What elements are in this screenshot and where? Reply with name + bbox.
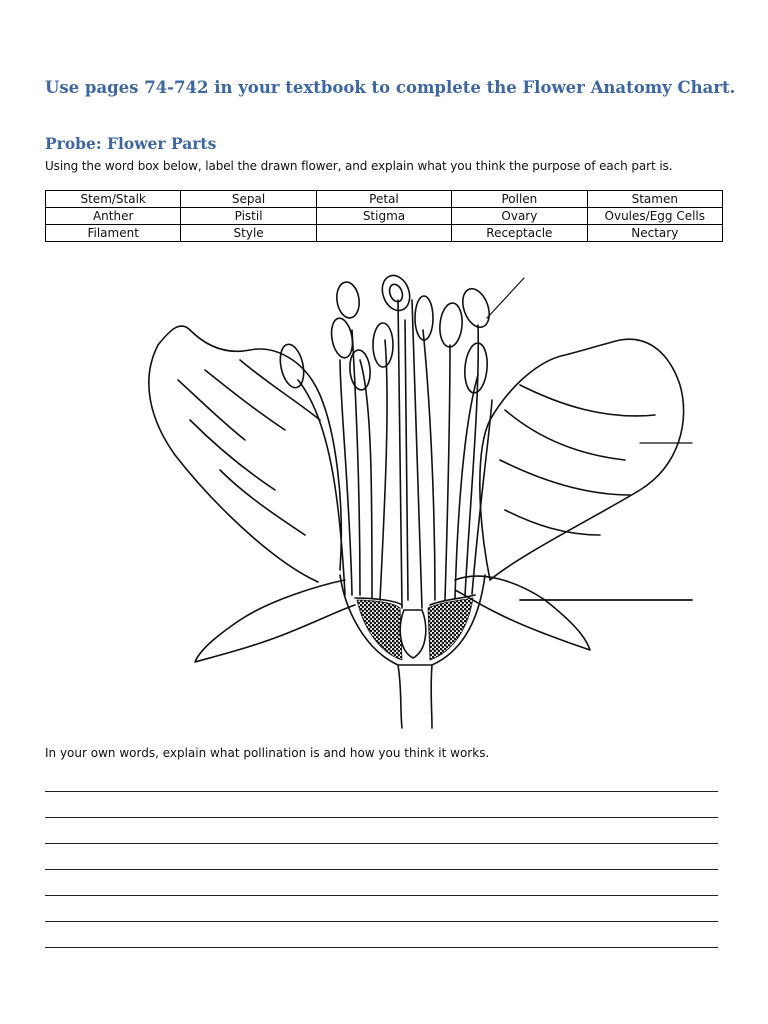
word-box-cell: Style (181, 225, 316, 242)
word-box-cell: Filament (46, 225, 181, 242)
word-box-cell: Sepal (181, 191, 316, 208)
word-box-cell: Ovary (452, 208, 587, 225)
filament (298, 380, 345, 595)
anther (277, 342, 308, 390)
answer-line[interactable] (45, 791, 718, 792)
pollination-question: In your own words, explain what pollination is and how you think it works. (45, 746, 490, 760)
answer-line[interactable] (45, 869, 718, 870)
anther (373, 323, 393, 367)
nectary-left (357, 600, 402, 660)
word-box-cell: Petal (316, 191, 451, 208)
word-box-cell: Anther (46, 208, 181, 225)
word-box-row (46, 225, 723, 242)
word-box-cell: Stamen (587, 191, 722, 208)
anther (329, 317, 356, 360)
answer-line[interactable] (45, 895, 718, 896)
filament (423, 330, 435, 600)
answer-line[interactable] (45, 947, 718, 948)
stigma (378, 272, 415, 315)
filament (352, 330, 360, 595)
answer-line[interactable] (45, 817, 718, 818)
word-box-cell: Pollen (452, 191, 587, 208)
anther (348, 349, 371, 391)
filament (445, 345, 450, 600)
ovary (400, 610, 425, 658)
word-box-cell: Stigma (316, 208, 451, 225)
page-title: Use pages 74-742 in your textbook to complete the Flower Anatomy Chart. (45, 78, 736, 97)
filament (340, 360, 352, 595)
filament (360, 360, 372, 598)
flower-diagram (130, 270, 700, 730)
nectary-right (428, 598, 473, 660)
filament (380, 340, 387, 600)
label-line (487, 278, 524, 318)
right-petal (480, 339, 684, 580)
stem (398, 665, 432, 728)
style (398, 300, 422, 608)
anther (458, 285, 494, 331)
word-box-cell: Pistil (181, 208, 316, 225)
word-box-cell (316, 225, 451, 242)
answer-line[interactable] (45, 843, 718, 844)
word-box-table (45, 190, 723, 242)
word-box-cell: Ovules/Egg Cells (587, 208, 722, 225)
instructions-text: Using the word box below, label the drawn flower, and explain what you think the purpose of each part is. (45, 159, 673, 173)
section-heading: Probe: Flower Parts (45, 134, 217, 153)
anther (438, 302, 464, 348)
answer-line[interactable] (45, 921, 718, 922)
anther (463, 342, 489, 394)
word-box-cell: Receptacle (452, 225, 587, 242)
right-sepal (455, 576, 590, 650)
left-sepal (195, 580, 355, 662)
anther (335, 281, 362, 320)
word-box-row (46, 191, 723, 208)
word-box-row (46, 208, 723, 225)
word-box-cell: Nectary (587, 225, 722, 242)
word-box-cell: Stem/Stalk (46, 191, 181, 208)
